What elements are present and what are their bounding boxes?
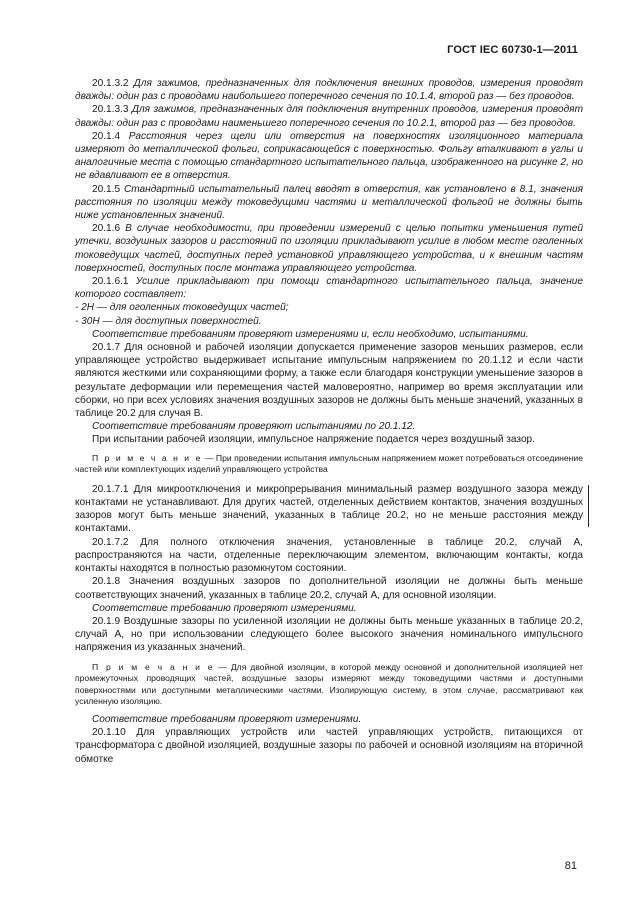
clause-number: 20.1.8 xyxy=(92,576,129,588)
paragraph xyxy=(75,103,583,129)
paragraph-text: Для микроотключения и микропрерывания минимальный размер воздушного зазора между контактами не устанавливают. Для других частей, отделенных действием контактов, значения воздушных зазоров могут быть меньше значений, указанных в таблице 20.2, но не меньше расстояния между контактами. xyxy=(75,483,583,535)
paragraph-text: Для управляющих устройств или частей управляющих устройств, питающихся от трансформатора с двойной изоляцией, воздушные зазоры по рабочей и основной изоляциям на вторичной обмотке xyxy=(75,727,583,765)
paragraph-text: Соответствие требованиям проверяют измерениями. xyxy=(92,713,362,725)
note-label: П р и м е ч а н и е xyxy=(92,452,203,463)
paragraph-text: Усилие прикладывают при помощи стандартного испытательного пальца, значение которого составляет: xyxy=(75,276,583,301)
paragraph xyxy=(75,575,583,601)
change-bar xyxy=(588,485,589,527)
note-label: П р и м е ч а н и е xyxy=(92,661,215,672)
document-body xyxy=(75,77,583,766)
note xyxy=(75,453,583,476)
note xyxy=(75,662,583,708)
standard-header: ГОСТ IEC 60730-1—2011 xyxy=(447,44,578,56)
paragraph xyxy=(75,341,583,420)
paragraph-text: При испытании рабочей изоляции, импульсное напряжение подается через воздушный зазор. xyxy=(92,434,535,446)
paragraph-text: В случае необходимости, при проведении измерений с целью попытки уменьшения путей утечки, воздушных зазоров и расстояний по изоляции прикладывают усилие в любом месте оголенных токоведущих частей, доступных перед установкой управляющего устройства, и к внешним частям поверхностей, доступных после монтажа управляющего устройства. xyxy=(75,223,583,274)
paragraph xyxy=(75,301,583,314)
paragraph xyxy=(75,420,583,433)
paragraph xyxy=(75,77,583,103)
paragraph-text: Для зажимов, предназначенных для подключения внутренних проводов, измерения проводят дважды: один раз с проводами наименьшего поперечного сечения по 10.2.1, второй раз — без проводов. xyxy=(75,104,583,129)
paragraph-text: Для зажимов, предназначенных для подключения внешних проводов, измерения проводят дважды: один раз с проводами наибольшего поперечного сечения по 10.1.4, второй раз — без проводов. xyxy=(75,78,583,103)
clause-number: 20.1.7.2 xyxy=(92,536,141,548)
page-number: 81 xyxy=(564,860,577,872)
paragraph-text: Стандартный испытательный палец вводят в отверстия, как установлено в 8.1, значения расстояния по изоляции между токоведущими частями и металлической фольгой не должны быть ниже установленных значений. xyxy=(75,183,583,222)
note-text: — При проведении испытания импульсным напряжением может потребоваться отсоединение частей или комплектующих изделий управляющего устройства xyxy=(75,452,583,475)
paragraph xyxy=(75,315,583,328)
paragraph-text: Расстояния через щели или отверстия на поверхностях изоляционного материала измеряют до металлической фольги, соприкасающейся с поверхностью. Фольгу вталкивают в углы и аналогичные места с помощью стандартного испытательного пальца, изображенного на рисунке 2, но не вдавливают ее в отверстия. xyxy=(75,130,583,182)
paragraph xyxy=(75,713,583,726)
paragraph-text: Для основной и рабочей изоляции допускается применение зазоров меньших размеров, если управляющее устройство выдерживает испытание импульсным напряжением по 20.1.12 и если части являются жесткими или сохраняющими форму, а также если благодаря конструкции уменьшение зазоров в результате деформации или перемещения частей маловероятно, например во время эксплуатации или сборки, но при всех условиях значения воздушных зазоров не должны быть меньше значений, указанных в таблице 20.2 для случая В. xyxy=(75,342,583,420)
paragraph-text: Соответствие требованиям проверяют испытаниями по 20.1.12. xyxy=(92,421,416,433)
paragraph xyxy=(75,615,583,655)
clause-number: 20.1.9 xyxy=(92,615,124,627)
clause-number: 20.1.10 xyxy=(92,727,137,739)
paragraph xyxy=(75,130,583,183)
clause-number: 20.1.4 xyxy=(92,130,129,142)
paragraph-text: - 30Н — для доступных поверхностей. xyxy=(75,315,262,327)
paragraph xyxy=(75,183,583,223)
paragraph xyxy=(75,275,583,301)
paragraph-text: - 2Н — для оголенных токоведущих частей; xyxy=(75,302,289,314)
paragraph xyxy=(75,536,583,576)
clause-number: 20.1.6.1 xyxy=(92,276,136,288)
clause-number: 20.1.5 xyxy=(92,183,124,195)
paragraph-text: Для полного отключения значения, установленные в таблице 20.2, случай А, распространяются на части, отделенные переключающим элементом, включающим контакты, когда контакты находятся в полностью разомкнутом состоянии. xyxy=(75,536,583,575)
paragraph-text: Воздушные зазоры по усиленной изоляции не должны быть меньше указанных в таблице 20.2, случай А, но при использовании следующего более высокого значения номинального импульсного напряжения из указанных значений. xyxy=(75,615,583,654)
clause-number: 20.1.7 xyxy=(92,342,125,354)
clause-number: 20.1.7.1 xyxy=(92,483,134,495)
paragraph xyxy=(75,433,583,446)
clause-number: 20.1.3.2 xyxy=(92,78,134,89)
clause-number: 20.1.3.3 xyxy=(92,104,132,116)
paragraph xyxy=(75,726,583,766)
clause-number: 20.1.6 xyxy=(92,223,126,235)
paragraph-text: Соответствие требованиям проверяют измерениями и, если необходимо, испытаниями. xyxy=(92,328,529,340)
paragraph-text: Значения воздушных зазоров по дополнительной изоляции не должны быть меньше соответствующих значений, указанных в таблице 20.2, случай А, для основной изоляции. xyxy=(75,576,583,601)
paragraph xyxy=(75,483,583,536)
paragraph-text: Соответствие требованию проверяют измерениями. xyxy=(92,602,357,614)
paragraph xyxy=(75,328,583,341)
note-text: — Для двойной изоляции, в которой между основной и дополнительной изоляцией нет промежуточных проводящих частей, воздушные зазоры измеряют между токоведущими частями и доступными поверхностями или доступными металлическими частями. Изолирующую систему, в этом случае, рассматривают как усиленную изоляцию. xyxy=(75,661,584,707)
paragraph xyxy=(75,222,583,275)
paragraph xyxy=(75,602,583,615)
content-flow xyxy=(75,77,583,766)
